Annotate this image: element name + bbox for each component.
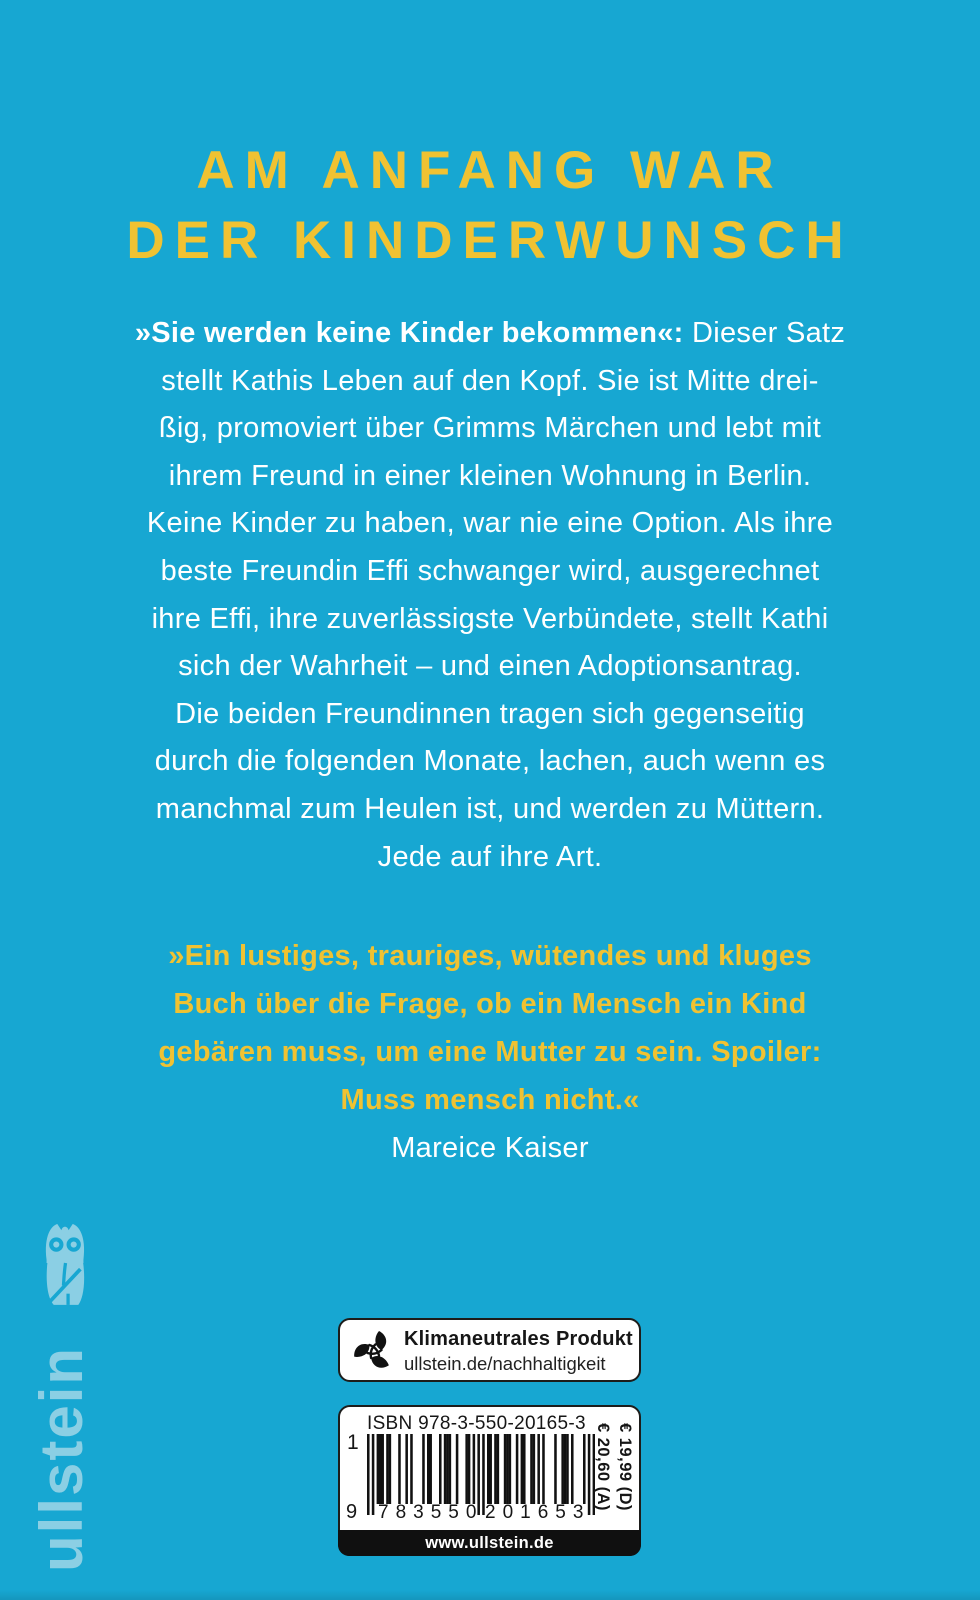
- ean-digit-group2: 201653: [485, 1502, 591, 1523]
- page-edge-shadow: [0, 1590, 980, 1600]
- quote-attribution: Mareice Kaiser: [391, 1132, 589, 1164]
- climate-badge-url: ullstein.de/nachhaltigkeit: [404, 1353, 606, 1374]
- quote-line: »Ein lustiges, trauriges, wütendes und kluges: [168, 940, 812, 972]
- ean-type-indicator: 1: [347, 1431, 359, 1454]
- blurb-line: sich der Wahrheit – und einen Adoptionsantrag.: [178, 650, 802, 683]
- review-quote: [0, 932, 980, 1172]
- climate-badge: [338, 1318, 641, 1382]
- price-labels: [592, 1423, 636, 1537]
- headline: [0, 136, 980, 276]
- blurb-line: ßig, promoviert über Grimms Märchen und lebt mit: [158, 412, 822, 445]
- quote-line: gebären muss, um eine Mutter zu sein. Spoiler:: [158, 1036, 822, 1068]
- publisher-wordmark: ullstein: [28, 1345, 95, 1572]
- climate-badge-title: Klimaneutrales Produkt: [404, 1328, 633, 1350]
- blurb-line: stellt Kathis Leben auf den Kopf. Sie ist Mitte drei-: [161, 364, 819, 397]
- blurb-line: [0, 310, 980, 358]
- isbn-label: ISBN 978-3-550-20165-3: [367, 1413, 586, 1434]
- quote-line: Muss mensch nicht.«: [340, 1084, 640, 1116]
- ean-digit-first: 9: [346, 1501, 358, 1523]
- quote-line: Buch über die Frage, ob ein Mensch ein Kind: [173, 988, 807, 1020]
- blurb-line: ihrem Freund in einer kleinen Wohnung in Berlin.: [168, 459, 812, 492]
- blurb-line: durch die folgenden Monate, lachen, auch wenn es: [154, 745, 826, 778]
- publisher-website: www.ullstein.de: [338, 1530, 641, 1556]
- blurb-lead-bold: »Sie werden keine Kinder bekommen«:: [134, 317, 684, 349]
- headline-line2: DER KINDERWUNSCH: [126, 211, 854, 270]
- owl-icon: [40, 1222, 90, 1308]
- ean-digit-group1: 783550: [378, 1502, 484, 1523]
- barcode-block: [338, 1405, 641, 1556]
- price-germany: € 19,99 (D): [616, 1423, 634, 1512]
- price-austria: € 20,60 (A): [594, 1423, 612, 1512]
- blurb-line: manchmal zum Heulen ist, und werden zu Müttern.: [155, 792, 825, 825]
- headline-line1: AM ANFANG WAR: [196, 141, 784, 200]
- blurb-line: Die beiden Freundinnen tragen sich gegenseitig: [175, 697, 805, 730]
- blurb: [0, 310, 980, 881]
- blurb-line: Jede auf ihre Art.: [377, 840, 603, 873]
- leaves-icon: [350, 1327, 398, 1375]
- blurb-line: beste Freundin Effi schwanger wird, ausgerechnet: [160, 554, 820, 587]
- blurb-lead-rest: Dieser Satz: [683, 317, 846, 349]
- blurb-line: ihre Effi, ihre zuverlässigste Verbündete, stellt Kathi: [151, 602, 829, 635]
- blurb-line: Keine Kinder zu haben, war nie eine Option. Als ihre: [146, 507, 834, 540]
